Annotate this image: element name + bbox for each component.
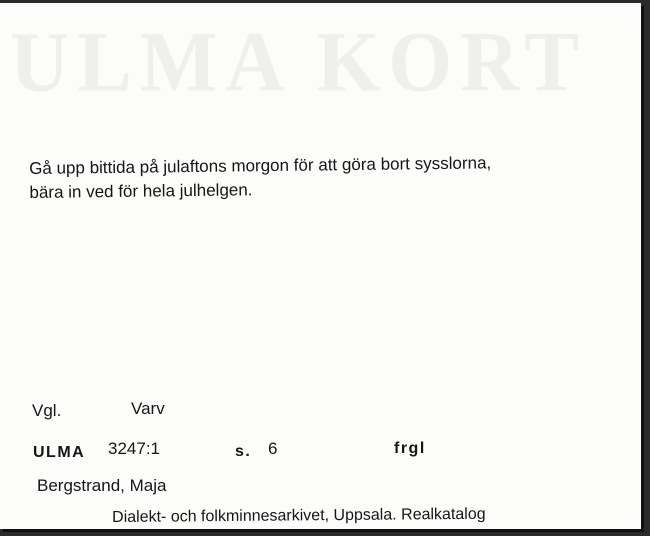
parish-label: Varv bbox=[131, 399, 165, 418]
page-number: 6 bbox=[268, 439, 278, 458]
record-number: 3247:1 bbox=[108, 439, 160, 458]
archive-footer: Dialekt- och folkminnesarkivet, Uppsala. Realkatalog bbox=[112, 505, 486, 526]
index-card bbox=[0, 3, 641, 529]
background-watermark: ULMA KORT bbox=[10, 13, 588, 110]
region-label: Vgl. bbox=[32, 401, 62, 420]
category-code: frgl bbox=[394, 440, 426, 457]
body-line-1: Gå upp bittida på julaftons morgon för att göra bort sysslorna, bbox=[29, 153, 492, 178]
card-body-text bbox=[29, 151, 492, 205]
page-prefix: s. bbox=[235, 443, 252, 460]
informant-name: Bergstrand, Maja bbox=[37, 476, 167, 495]
body-line-2: bära in ved för hela julhelgen. bbox=[29, 180, 253, 202]
archive-code: ULMA bbox=[33, 444, 86, 461]
